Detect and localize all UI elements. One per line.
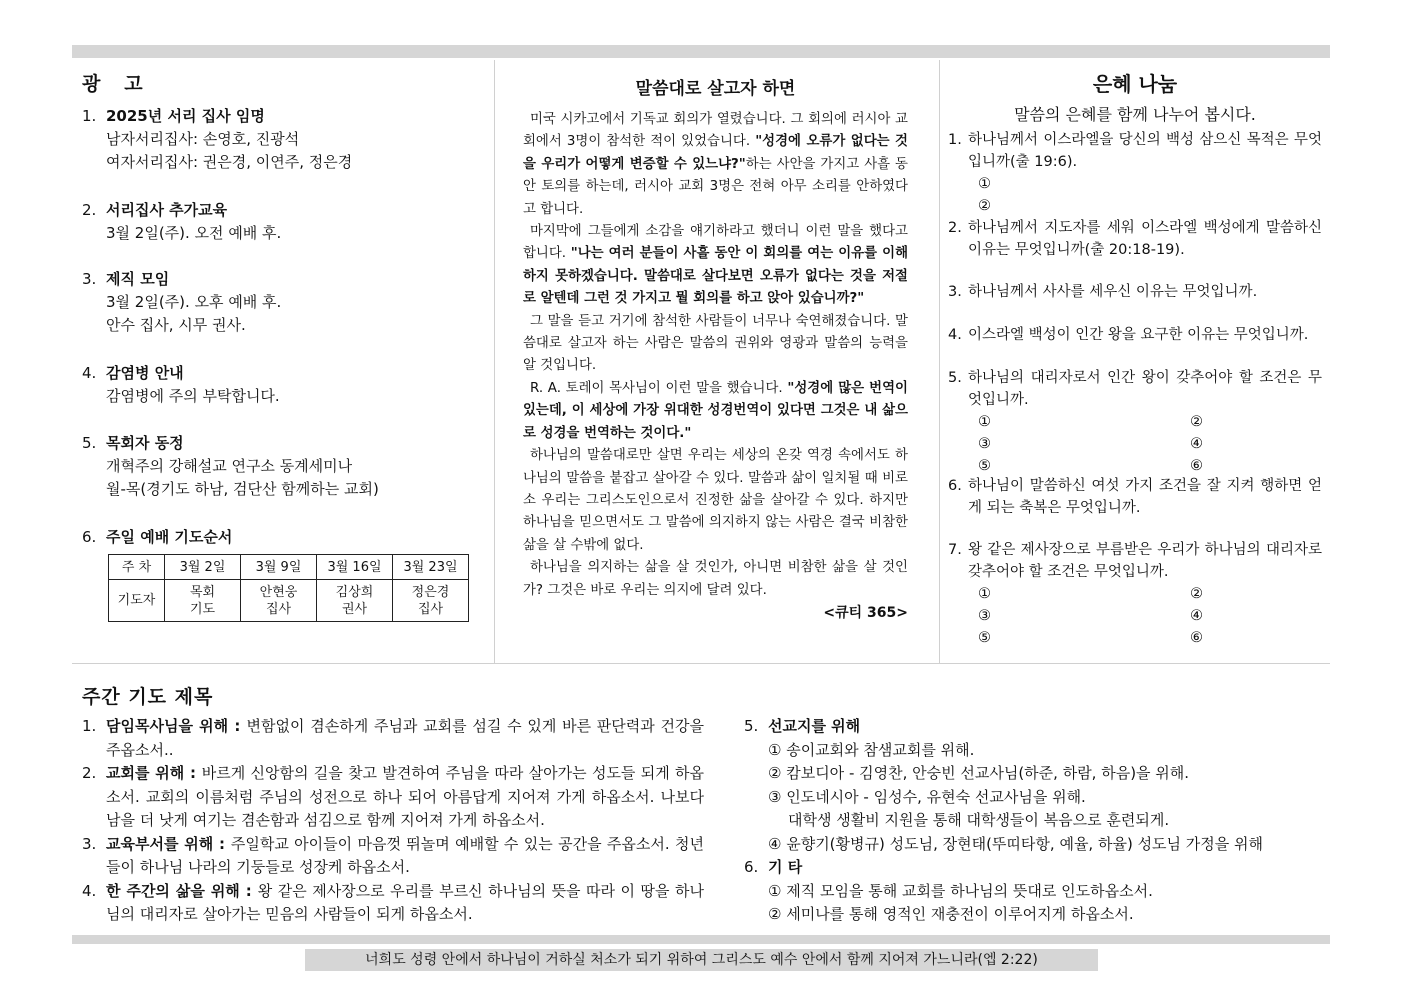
answer-blank: ① ② xyxy=(978,586,1203,602)
answer-blank: ⑤ ⑥ xyxy=(978,458,1203,474)
prayer-item: 1. 담임목사님을 위해 : 변함없이 겸손하게 주님과 교회를 섬길 수 있게 바른 판단력과 건강을 주옵소서.. xyxy=(82,717,704,759)
weekly-prayer-title: 주간 기도 제목 xyxy=(82,686,214,708)
table-row: 주 차 3월 2일 3월 9일 3월 16일 3월 23일 xyxy=(109,555,469,580)
answer-blank: ③ ④ xyxy=(978,608,1203,624)
question-item: 2. 하나님께서 지도자를 세워 이스라엘 백성에게 말씀하신 이유는 무엇입니까(출 20:18-19). xyxy=(948,220,1322,258)
top-divider-bar xyxy=(72,45,1330,58)
answer-blank: ⑤ ⑥ xyxy=(978,630,1203,646)
article-paragraph: R. A. 토레이 목사님이 이런 말을 했습니다. "성경에 많은 번역이 있는데, 이 세상에 가장 위대한 성경번역이 있다면 그것은 내 삶으로 성경을 번역하는 것이다." xyxy=(523,380,908,441)
notice-item: 2. 서리집사 추가교육 3월 2일(주). 오전 예배 후. xyxy=(82,199,482,245)
question-item: 1. 하나님께서 이스라엘을 당신의 백성 삼으신 목적은 무엇입니까(출 19:6). xyxy=(948,132,1322,170)
question-item: 6. 하나님이 말씀하신 여섯 가지 조건을 잘 지켜 행하면 얻게 되는 축복은 무엇입니까. xyxy=(948,478,1322,516)
answer-blank: ② xyxy=(978,198,991,214)
prayer-item: 6. 기 타 xyxy=(744,858,803,876)
notice-item: 1. 2025년 서리 집사 임명 남자서리집사: 손영호, 진광석 여자서리집사: 권은경, 이연주, 정은경 xyxy=(82,105,482,174)
notices-title: 광 고 xyxy=(82,73,144,95)
weekly-prayer-left xyxy=(82,715,704,927)
article-title: 말씀대로 살고자 하면 xyxy=(635,79,796,99)
article-paragraph: 하나님의 말씀대로만 살면 우리는 세상의 온갖 역경 속에서도 하나님의 말씀을 붙잡고 살아갈 수 있다. 말씀과 삶이 일치될 때 비로소 우리는 그리스도인으로서 진정한 삶을 살아갈 수 있다. 하지만 하나님을 믿으면서도 그 말씀에 의지하지 않는 사람은 결국 비참한 삶을 살 수밖에 없다. xyxy=(523,448,908,553)
section-divider xyxy=(72,663,1330,664)
notice-title: 2025년 서리 집사 임명 xyxy=(106,107,265,125)
notice-item: 4. 감염병 안내 감염병에 주의 부탁합니다. xyxy=(82,362,482,408)
prayer-schedule-table xyxy=(108,554,469,622)
table-row: 기도자 목회 기도 안현웅 집사 김상희 권사 정은경 집사 xyxy=(109,580,469,622)
notice-title: 감염병 안내 xyxy=(106,364,184,382)
notices-section xyxy=(82,60,482,622)
grace-section xyxy=(948,60,1322,649)
prayer-item: 5. 선교지를 위해 xyxy=(744,717,861,735)
answer-blank: ① xyxy=(978,176,991,192)
question-item: 3. 하나님께서 사사를 세우신 이유는 무엇입니까. xyxy=(948,284,1258,300)
footer-verse: 너희도 성령 안에서 하나님이 거하실 처소가 되기 위하여 그리스도 예수 안에서 함께 지어져 가느니라(엡 2:22) xyxy=(305,949,1098,971)
column-divider-right xyxy=(939,60,940,663)
notice-item: 6. 주일 예배 기도순서 xyxy=(82,526,482,549)
prayer-item: 4. 한 주간의 삶을 위해 : 왕 같은 제사장으로 우리를 부르신 하나님의 뜻을 따라 이 땅을 하나님의 대리자로 살아가는 믿음의 사람들이 되게 하옵소서. xyxy=(82,881,704,923)
bottom-divider-bar xyxy=(72,935,1330,944)
notice-item: 5. 목회자 동정 개혁주의 강해설교 연구소 동계세미나 월-목(경기도 하남, 검단산 함께하는 교회) xyxy=(82,432,482,501)
prayer-item: 2. 교회를 위해 : 바르게 신앙함의 길을 찾고 발견하여 주님을 따라 살아가는 성도들 되게 하옵소서. 교회의 이름처럼 주님의 성전으로 하나 되어 아름답게 지어져 가게 하옵소서. 나보다 남을 더 낫게 여기는 겸손함과 섬김으로 함께 지어져 가게 하옵소서. xyxy=(82,764,704,829)
article-paragraph: 그 말을 듣고 거기에 참석한 사람들이 너무나 숙연해졌습니다. 말씀대로 살고자 하는 사람은 말씀의 권위와 영광과 말씀의 능력을 알 것입니다. xyxy=(523,313,908,374)
answer-blank: ① ② xyxy=(978,414,1203,430)
article-paragraph: 하나님을 의지하는 삶을 살 것인가, 아니면 비참한 삶을 살 것인가? 그것은 바로 우리는 의지에 달려 있다. xyxy=(523,560,908,598)
prayer-item: 3. 교육부서를 위해 : 주일학교 아이들이 마음껏 뛰놀며 예배할 수 있는 공간을 주옵소서. 청년들이 하나님 나라의 기둥들로 성장케 하옵소서. xyxy=(82,834,704,876)
article-source: <큐티 365> xyxy=(823,604,908,621)
weekly-prayer-right: 5. 선교지를 위해 ① 송이교회와 참샘교회를 위해. ② 캄보디아 - 김영찬, 안숭빈 선교사님(하준, 하람, 하음)을 위해. ③ 인도네시아 - 임성수, 유현숙 선교사님을 위해. 대학생 생활비 지원을 통해 대학생들이 복음으로 훈련되게. ④ 윤향기(황병규) 성도님, 장현태(뚜띠타항, 예율, 하율) 성도님 가정을 위해 6. 기 타 ① 제직 모임을 통해 교회를 하나님의 뜻대로 인도하옵소서. ② 세미나를 통해 영적인 재충전이 이루어지게 하옵소서. xyxy=(744,715,1324,927)
notice-title: 목회자 동정 xyxy=(106,434,184,452)
column-divider-left xyxy=(494,60,495,663)
article-paragraph: 마지막에 그들에게 소감을 얘기하라고 했더니 이런 말을 했다고 합니다. "나는 여러 분들이 사흘 동안 이 회의를 여는 이유를 이해하지 못하겠습니다. 말씀대로 살다보면 오류가 없다는 것을 저절로 알텐데 그런 것 가지고 뭘 회의를 하고 앉아 있습니까?" xyxy=(523,224,908,307)
question-item: 4. 이스라엘 백성이 인간 왕을 요구한 이유는 무엇입니까. xyxy=(948,327,1309,343)
notice-title: 서리집사 추가교육 xyxy=(106,201,228,219)
question-item: 7. 왕 같은 제사장으로 부름받은 우리가 하나님의 대리자로 갖추어야 할 조건은 무엇입니까. xyxy=(948,542,1322,580)
notice-title: 제직 모임 xyxy=(106,270,170,288)
notice-item: 3. 제직 모임 3월 2일(주). 오후 예배 후. 안수 집사, 시무 권사. xyxy=(82,268,482,337)
article-section xyxy=(523,60,908,624)
article-paragraph: 미국 시카고에서 기독교 회의가 열렸습니다. 그 회의에 러시아 교회에서 3명이 참석한 적이 있었습니다. "성경에 오류가 없다는 것을 우리가 어떻게 변증할 수 있느냐?"하는 사안을 가지고 사흘 동안 토의를 하는데, 러시아 교회 3명은 전혀 아무 소리를 안하였다고 합니다. xyxy=(523,112,908,217)
question-item: 5. 하나님의 대리자로서 인간 왕이 갖추어야 할 조건은 무엇입니까. xyxy=(948,370,1322,408)
notice-title: 주일 예배 기도순서 xyxy=(106,528,233,546)
grace-subtitle: 말씀의 은혜를 함께 나누어 봅시다. xyxy=(1014,105,1256,124)
grace-title: 은혜 나눔 xyxy=(1092,72,1178,96)
answer-blank: ③ ④ xyxy=(978,436,1203,452)
